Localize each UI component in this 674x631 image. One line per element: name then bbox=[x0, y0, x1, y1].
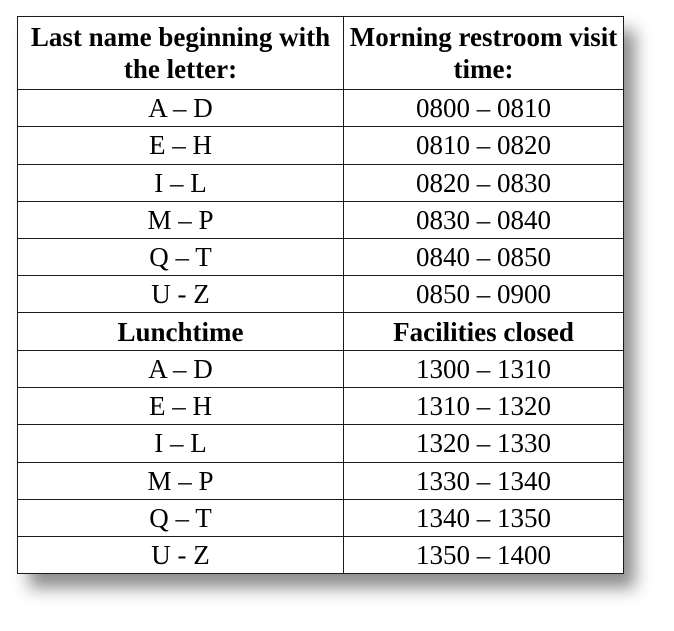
time-cell: 1330 – 1340 bbox=[344, 462, 624, 499]
time-cell: 1310 – 1320 bbox=[344, 388, 624, 425]
restroom-schedule-table bbox=[17, 16, 624, 574]
time-cell: 0800 – 0810 bbox=[344, 90, 624, 127]
table-header-row bbox=[18, 17, 624, 90]
letters-cell: U - Z bbox=[18, 275, 344, 312]
time-cell: 0830 – 0840 bbox=[344, 201, 624, 238]
letters-cell: I – L bbox=[18, 164, 344, 201]
letters-cell: A – D bbox=[18, 351, 344, 388]
table-row bbox=[18, 351, 624, 388]
schedule-card bbox=[17, 16, 623, 574]
header-facilities-closed: Facilities closed bbox=[344, 313, 624, 351]
time-cell: 0820 – 0830 bbox=[344, 164, 624, 201]
letters-cell: Q – T bbox=[18, 238, 344, 275]
header-lunchtime: Lunchtime bbox=[18, 313, 344, 351]
table-row bbox=[18, 275, 624, 312]
table-row bbox=[18, 425, 624, 462]
time-cell: 1300 – 1310 bbox=[344, 351, 624, 388]
lunch-header-row bbox=[18, 313, 624, 351]
letters-cell: M – P bbox=[18, 462, 344, 499]
table-row bbox=[18, 462, 624, 499]
time-cell: 1340 – 1350 bbox=[344, 499, 624, 536]
time-cell: 0850 – 0900 bbox=[344, 275, 624, 312]
header-morning-time: Morning restroom visit time: bbox=[344, 17, 624, 90]
table-row bbox=[18, 164, 624, 201]
letters-cell: U - Z bbox=[18, 536, 344, 573]
table-row bbox=[18, 499, 624, 536]
time-cell: 0840 – 0850 bbox=[344, 238, 624, 275]
letters-cell: M – P bbox=[18, 201, 344, 238]
table-row bbox=[18, 388, 624, 425]
table-row bbox=[18, 238, 624, 275]
letters-cell: E – H bbox=[18, 388, 344, 425]
letters-cell: E – H bbox=[18, 127, 344, 164]
letters-cell: I – L bbox=[18, 425, 344, 462]
table-row bbox=[18, 536, 624, 573]
table-row bbox=[18, 201, 624, 238]
letters-cell: Q – T bbox=[18, 499, 344, 536]
time-cell: 1350 – 1400 bbox=[344, 536, 624, 573]
letters-cell: A – D bbox=[18, 90, 344, 127]
time-cell: 0810 – 0820 bbox=[344, 127, 624, 164]
time-cell: 1320 – 1330 bbox=[344, 425, 624, 462]
table-row bbox=[18, 90, 624, 127]
table-row bbox=[18, 127, 624, 164]
header-last-name: Last name beginning with the letter: bbox=[18, 17, 344, 90]
